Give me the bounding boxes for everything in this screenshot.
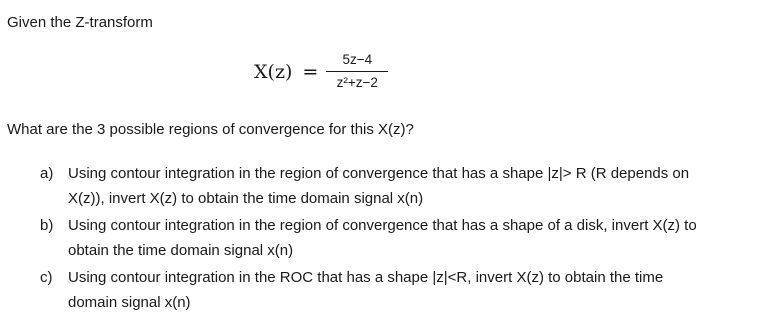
question-part-b xyxy=(40,213,768,263)
part-label: b) xyxy=(40,217,54,234)
part-text xyxy=(68,265,768,315)
part-text-line: obtain the time domain signal x(n) xyxy=(68,242,294,259)
question-parts-list xyxy=(40,161,768,317)
part-text-line: Using contour integration in the region of convergence that has a shape |z|> R (R depends on xyxy=(68,165,690,182)
question-text: What are the 3 possible regions of convergence for this X(z)? xyxy=(7,121,414,138)
intro-text: Given the Z-transform xyxy=(7,14,153,31)
equation-lhs: X(z) xyxy=(254,60,293,83)
equation-fraction xyxy=(326,52,388,91)
question-part-a xyxy=(40,161,768,211)
z-transform-equation xyxy=(254,52,388,91)
part-text xyxy=(68,213,768,263)
part-text-line: X(z)), invert X(z) to obtain the time domain signal x(n) xyxy=(68,190,424,207)
fraction-numerator: 5z−4 xyxy=(342,52,373,67)
part-text-line: Using contour integration in the region of convergence that has a shape of a disk, invert X(z) to xyxy=(68,217,697,234)
part-text-line: domain signal x(n) xyxy=(68,294,191,311)
part-text-line: Using contour integration in the ROC that has a shape |z|<R, invert X(z) to obtain the time xyxy=(68,269,664,286)
equals-sign: = xyxy=(302,60,319,83)
part-label: a) xyxy=(40,165,54,182)
part-text xyxy=(68,161,768,211)
question-part-c xyxy=(40,265,768,315)
part-label: c) xyxy=(40,269,53,286)
fraction-denominator: z²+z−2 xyxy=(336,75,378,91)
